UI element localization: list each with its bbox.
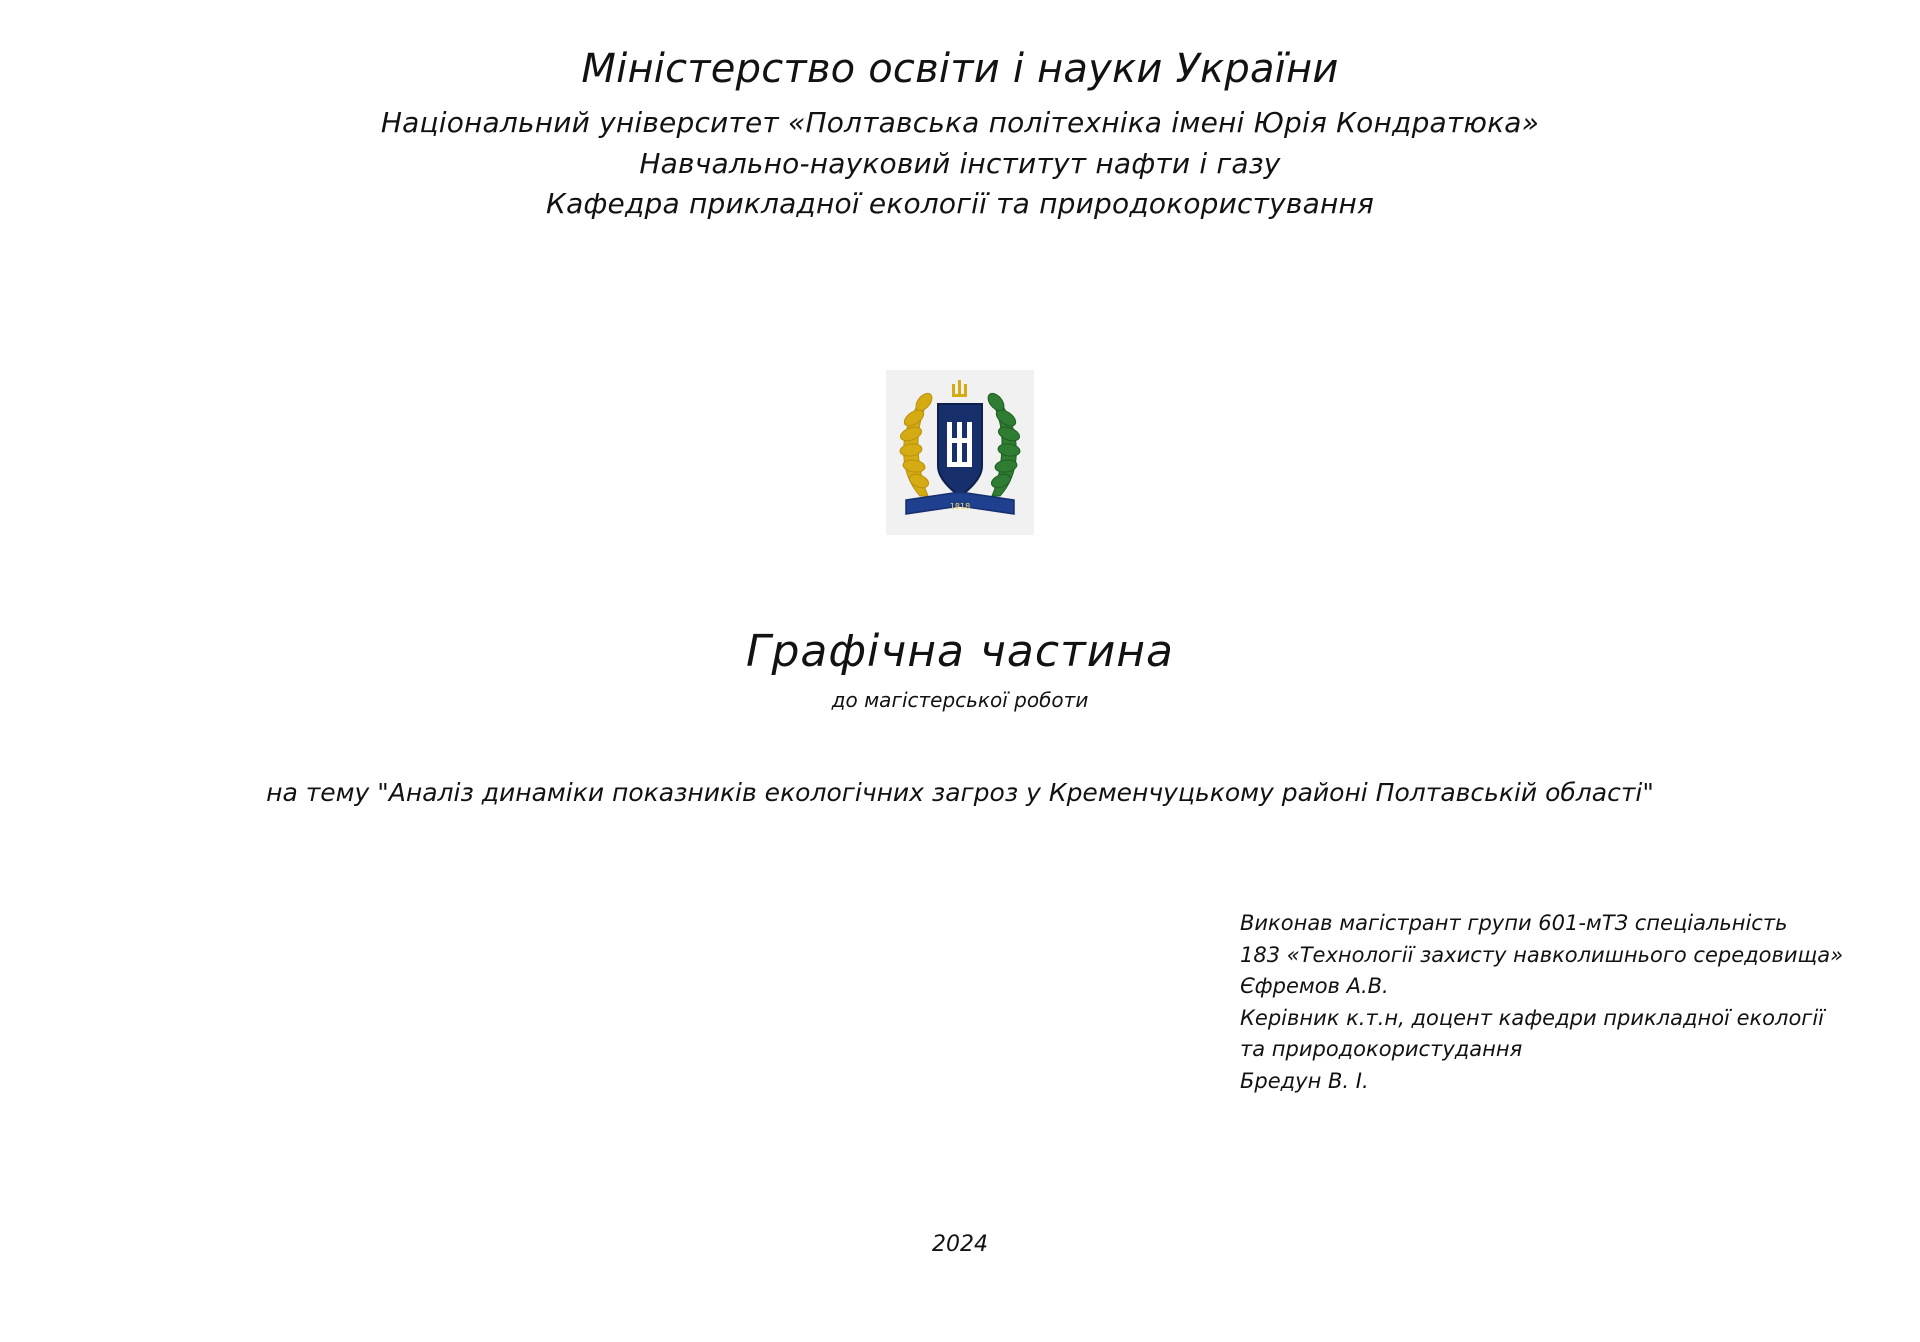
page-subtitle: до магістерської роботи [831,688,1089,713]
document-year: 2024 [932,1232,988,1257]
author-line-4: Керівник к.т.н, доцент кафедри прикладної екології [1240,1005,1824,1030]
header-university: Національний університет «Полтавська політехніка імені Юрія Кондратюка» [380,106,1540,140]
header-institute: Навчально-науковий інститут нафти і газу [639,146,1281,180]
author-line-2: 183 «Технології захисту навколишнього середовища» [1240,942,1844,967]
document-header [0,46,1920,225]
header-department: Кафедра прикладної екології та природокористування [545,187,1375,221]
author-block [1240,908,1860,1097]
author-line-6: Бредун В. І. [1240,1068,1369,1093]
author-line-3: Єфремов А.В. [1240,974,1389,998]
page-title: Графічна частина [745,626,1175,677]
header-ministry: Міністерство освіти і науки України [581,46,1339,92]
title-block [0,628,1920,712]
emblem-graphic [890,374,1030,532]
emblem-ribbon-year: 1818 [949,501,971,511]
author-line-1: Виконав магістрант групи 601-мТЗ спеціальність [1240,911,1788,935]
thesis-topic: на тему "Аналіз динаміки показників екологічних загроз у Кременчуцькому районі Полтавській області" [266,778,1654,807]
university-emblem [886,370,1034,535]
author-line-5: та природокористудання [1240,1037,1523,1061]
